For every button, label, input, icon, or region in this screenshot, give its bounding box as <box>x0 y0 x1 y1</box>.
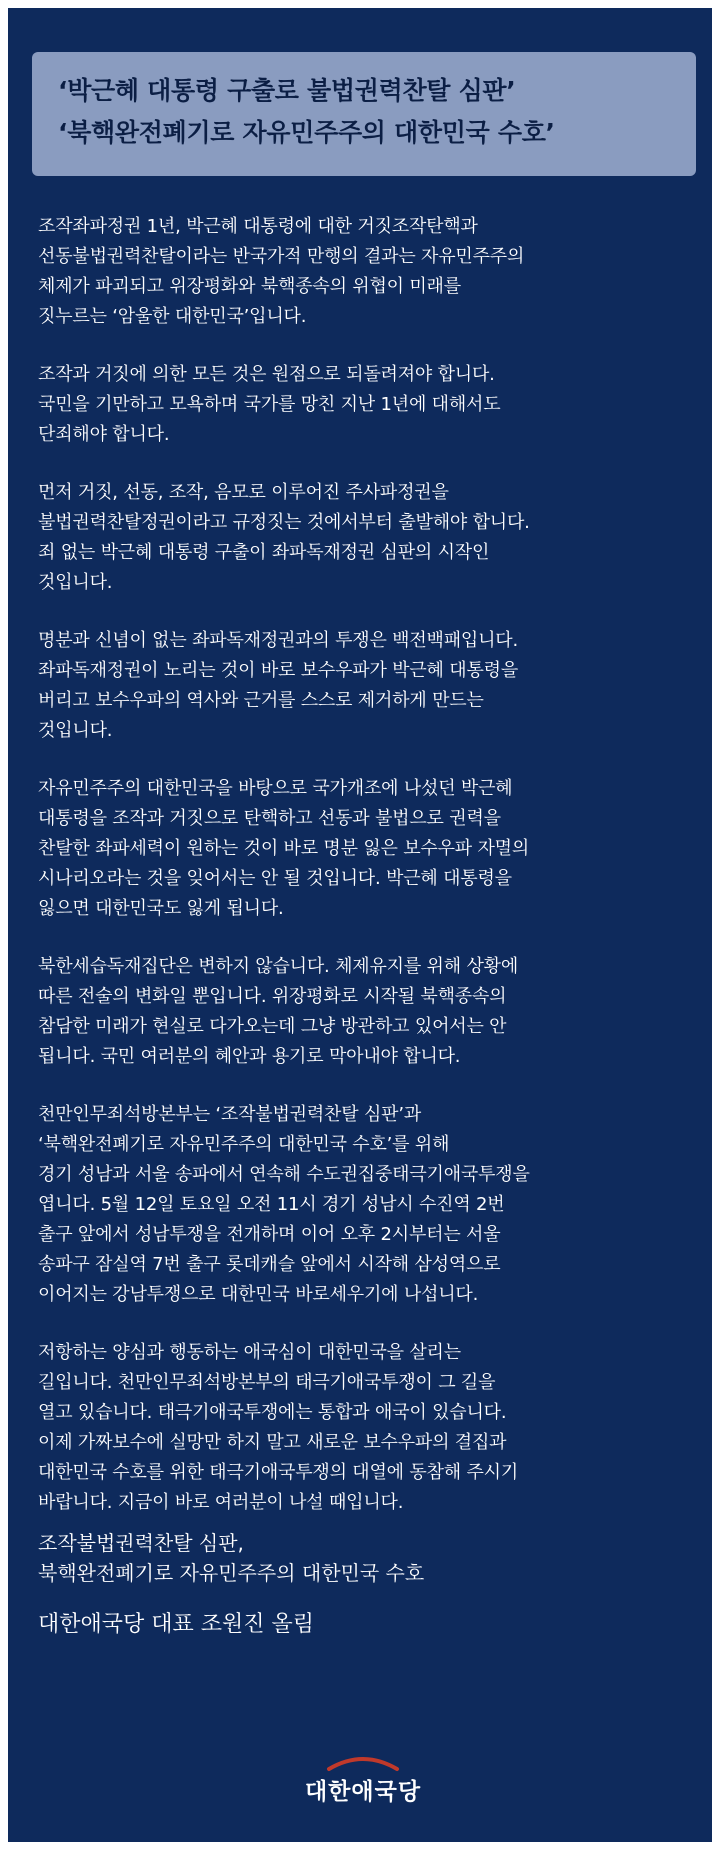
text-line: 죄 없는 박근혜 대통령 구출이 좌파독재정권 심판의 시작인 <box>38 542 490 563</box>
text-line: 잃으면 대한민국도 잃게 됩니다. <box>38 898 284 919</box>
text-line: 먼저 거짓, 선동, 조작, 음모로 이루어진 주사파정권을 <box>38 482 449 503</box>
paragraph <box>38 478 698 598</box>
text-line: 국민을 기만하고 모욕하며 국가를 망친 지난 1년에 대해서도 <box>38 394 501 415</box>
closing-line-1: 조작불법권력찬탈 심판, <box>38 1531 244 1555</box>
closing-slogan <box>38 1528 698 1588</box>
text-line: 좌파독재정권이 노리는 것이 바로 보수우파가 박근혜 대통령을 <box>38 660 519 681</box>
text-line: 저항하는 양심과 행동하는 애국심이 대한민국을 살리는 <box>38 1342 461 1363</box>
text-line: 조작과 거짓에 의한 모든 것은 원점으로 되돌려져야 합니다. <box>38 364 495 385</box>
paragraph <box>38 774 698 924</box>
text-line: 짓누르는 ‘암울한 대한민국’입니다. <box>38 306 307 327</box>
paragraph <box>38 626 698 746</box>
text-line: 대한민국 수호를 위한 태극기애국투쟁의 대열에 동참해 주시기 <box>38 1462 519 1483</box>
text-line: 찬탈한 좌파세력이 원하는 것이 바로 명분 잃은 보수우파 자멸의 <box>38 838 530 859</box>
paragraph <box>38 360 698 450</box>
headline-line-2: ‘북핵완전폐기로 자유민주주의 대한민국 수호’ <box>58 118 555 147</box>
text-line: 출구 앞에서 성남투쟁을 전개하며 이어 오후 2시부터는 서울 <box>38 1224 501 1245</box>
logo-text: 대한애국당 <box>304 1779 422 1805</box>
text-line: 명분과 신념이 없는 좌파독재정권과의 투쟁은 백전백패입니다. <box>38 630 519 651</box>
headline-line-1: ‘박근혜 대통령 구출로 불법권력찬탈 심판’ <box>58 76 516 105</box>
poster <box>8 8 712 1842</box>
text-line: 참담한 미래가 현실로 다가오는데 그냥 방관하고 있어서는 안 <box>38 1016 507 1037</box>
text-line: 열고 있습니다. 태극기애국투쟁에는 통합과 애국이 있습니다. <box>38 1402 507 1423</box>
closing-line-2: 북핵완전폐기로 자유민주주의 대한민국 수호 <box>38 1561 425 1585</box>
text-line: 대통령을 조작과 거짓으로 탄핵하고 선동과 불법으로 권력을 <box>38 808 501 829</box>
text-line: 이어지는 강남투쟁으로 대한민국 바로세우기에 나섭니다. <box>38 1284 479 1305</box>
text-line: 시나리오라는 것을 잊어서는 안 될 것입니다. 박근혜 대통령을 <box>38 868 512 889</box>
headline-box <box>32 52 696 176</box>
text-line: 것입니다. <box>38 720 113 741</box>
paragraph <box>38 1338 698 1518</box>
paragraph <box>38 212 698 332</box>
text-line: 길입니다. 천만인무죄석방본부의 태극기애국투쟁이 그 길을 <box>38 1372 496 1393</box>
text-line: 경기 성남과 서울 송파에서 연속해 수도권집중태극기애국투쟁을 <box>38 1164 530 1185</box>
text-line: ‘북핵완전폐기로 자유민주주의 대한민국 수호’를 위해 <box>38 1134 450 1155</box>
signature: 대한애국당 대표 조원진 올림 <box>38 1612 315 1637</box>
paragraph <box>38 1100 698 1310</box>
text-line: 엽니다. 5월 12일 토요일 오전 11시 경기 성남시 수진역 2번 <box>38 1194 505 1215</box>
text-line: 천만인무죄석방본부는 ‘조작불법권력찬탈 심판’과 <box>38 1104 422 1125</box>
text-line: 선동불법권력찬탈이라는 반국가적 만행의 결과는 자유민주주의 <box>38 246 525 267</box>
party-logo <box>283 1743 443 1813</box>
text-line: 조작좌파정권 1년, 박근혜 대통령에 대한 거짓조작탄핵과 <box>38 216 478 237</box>
text-line: 됩니다. 국민 여러분의 혜안과 용기로 막아내야 합니다. <box>38 1046 461 1067</box>
text-line: 바랍니다. 지금이 바로 여러분이 나설 때입니다. <box>38 1492 404 1513</box>
text-line: 따른 전술의 변화일 뿐입니다. 위장평화로 시작될 북핵종속의 <box>38 986 507 1007</box>
text-line: 불법권력찬탈정권이라고 규정짓는 것에서부터 출발해야 합니다. <box>38 512 530 533</box>
paragraph <box>38 952 698 1072</box>
text-line: 단죄해야 합니다. <box>38 424 170 445</box>
text-line: 송파구 잠실역 7번 출구 롯데캐슬 앞에서 시작해 삼성역으로 <box>38 1254 501 1275</box>
statement-body <box>38 212 698 1546</box>
text-line: 버리고 보수우파의 역사와 근거를 스스로 제거하게 만드는 <box>38 690 484 711</box>
text-line: 북한세습독재집단은 변하지 않습니다. 체제유지를 위해 상황에 <box>38 956 519 977</box>
text-line: 자유민주주의 대한민국을 바탕으로 국가개조에 나섰던 박근혜 <box>38 778 513 799</box>
text-line: 체제가 파괴되고 위장평화와 북핵종속의 위협이 미래를 <box>38 276 461 297</box>
text-line: 것입니다. <box>38 572 113 593</box>
text-line: 이제 가짜보수에 실망만 하지 말고 새로운 보수우파의 결집과 <box>38 1432 507 1453</box>
